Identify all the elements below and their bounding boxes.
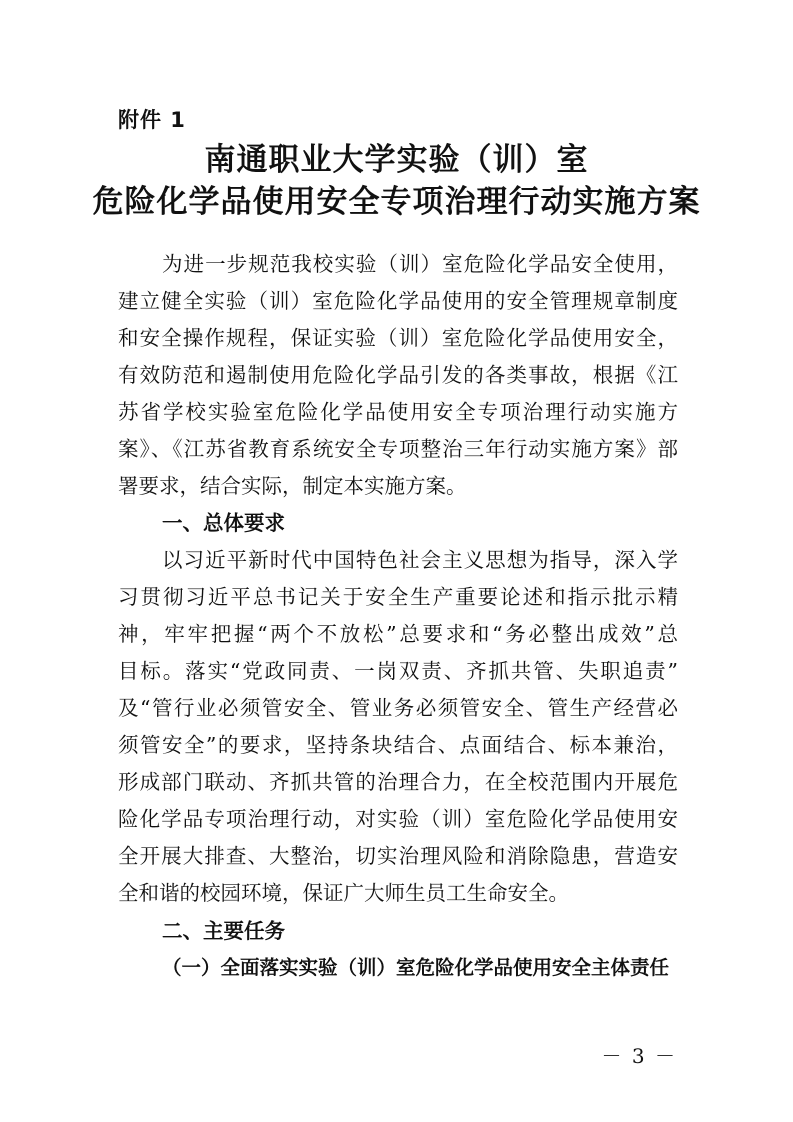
paragraph-line: 目标。落实“党政同责、一岗双责、齐抓共管、失职追责” (118, 659, 678, 683)
section-heading-overall-requirements: 一、总体要求 (162, 511, 285, 535)
subsection-heading: （一）全面落实实验（训）室危险化学品使用安全主体责任 (162, 956, 670, 979)
paragraph-line: 署要求，结合实际，制定本实施方案。 (118, 474, 467, 498)
paragraph-line: 习贯彻习近平总书记关于安全生产重要论述和指示批示精 (118, 585, 678, 609)
paragraph-line: 苏省学校实验室危险化学品使用安全专项治理行动实施方 (118, 400, 678, 424)
section-heading-main-tasks: 二、主要任务 (162, 919, 285, 943)
page-number: － 3 － (601, 1044, 677, 1068)
paragraph-line: 案》、《江苏省教育系统安全专项整治三年行动实施方案》部 (118, 437, 678, 461)
paragraph-line: 须管安全”的要求，坚持条块结合、点面结合、标本兼治， (118, 733, 678, 757)
paragraph-line: 以习近平新时代中国特色社会主义思想为指导，深入学 (162, 548, 678, 572)
paragraph-line: 全开展大排查、大整治，切实治理风险和消除隐患，营造安 (118, 844, 678, 868)
document-title-line-1: 南通职业大学实验（训）室 (204, 142, 589, 178)
paragraph-line: 险化学品专项治理行动，对实验（训）室危险化学品使用安 (118, 807, 678, 831)
paragraph-line: 为进一步规范我校实验（训）室危险化学品安全使用， (162, 252, 678, 276)
paragraph-line: 建立健全实验（训）室危险化学品使用的安全管理规章制度 (118, 289, 678, 313)
paragraph-line: 形成部门联动、齐抓共管的治理合力，在全校范围内开展危 (118, 770, 678, 794)
paragraph-line: 和安全操作规程，保证实验（训）室危险化学品使用安全， (118, 326, 678, 350)
paragraph-line: 及“管行业必须管安全、管业务必须管安全、管生产经营必 (118, 696, 678, 720)
paragraph-line: 全和谐的校园环境，保证广大师生员工生命安全。 (118, 881, 569, 905)
document-title-line-2: 危险化学品使用安全专项治理行动实施方案 (92, 184, 701, 220)
paragraph-line: 有效防范和遏制使用危险化学品引发的各类事故，根据《江 (118, 363, 678, 387)
paragraph-line: 神，牢牢把握“两个不放松”总要求和“务必整出成效”总 (118, 622, 678, 646)
attachment-label: 附件 1 (118, 108, 186, 132)
